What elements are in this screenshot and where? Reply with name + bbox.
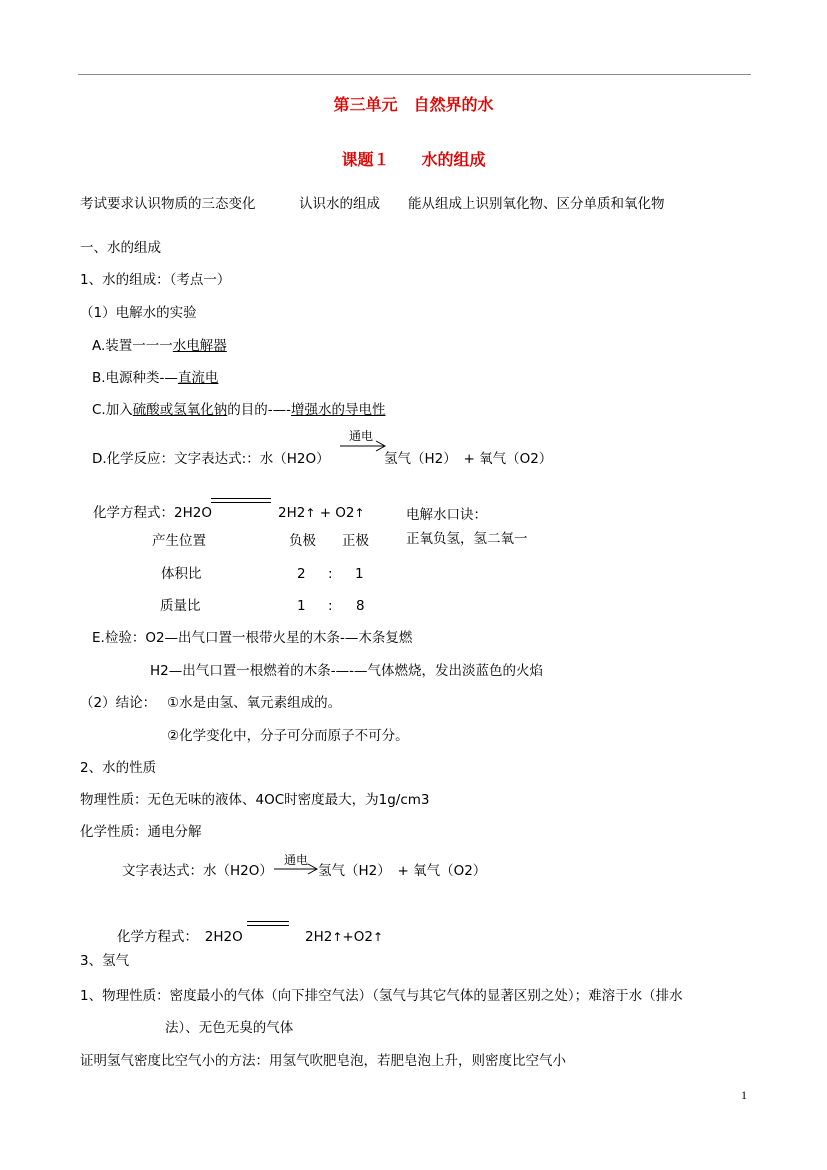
- chemical-equation-label: 化学方程式：2H2O: [93, 505, 212, 521]
- equation-line-bottom: [247, 925, 289, 926]
- chemical-equation-products: [278, 504, 365, 522]
- gas-up-arrow-icon: ↑: [372, 930, 383, 944]
- table-header-negative: 负极: [289, 533, 316, 549]
- table-row-label: 质量比: [160, 598, 201, 614]
- item-b-label: B.电源种类-—: [92, 370, 178, 386]
- item-c-mid: 的目的-—-: [227, 402, 291, 418]
- electrolysis-condition-2: 通电: [284, 853, 309, 867]
- lesson-title: 课题１ 水的组成: [341, 150, 486, 169]
- table-cell-separator: :: [328, 566, 333, 582]
- item-a-value: 水电解器: [172, 338, 227, 354]
- item-b-power: [92, 369, 218, 387]
- item-a-label: A.装置一一一: [92, 338, 173, 354]
- hydrogen-formula: 2H2: [278, 505, 306, 521]
- requirements-line: [80, 195, 256, 213]
- item-e-test-hydrogen: H2—出气口置一根燃着的木条-—-—气体燃烧，发出淡蓝色的火焰: [150, 663, 543, 679]
- hydrogen-formula: 2H2: [305, 929, 333, 945]
- item-d-products: 氢气（H2） + 氧气（O2）: [384, 451, 553, 467]
- item-a-apparatus: [92, 337, 227, 355]
- reaction-arrow-icon: [274, 863, 320, 875]
- section-heading-hydrogen: 3、氢气: [80, 953, 130, 969]
- item-c-additive-value: 硫酸或氢氧化钠: [132, 402, 228, 418]
- requirements-prefix: 考试要求: [80, 196, 134, 212]
- item-c-label: C.加入: [92, 402, 133, 418]
- item-b-value: 直流电: [177, 370, 219, 386]
- header-rule: [78, 74, 751, 75]
- section-heading-properties: 2、水的性质: [80, 760, 157, 776]
- table-row-label: 体积比: [161, 566, 202, 582]
- table-cell-separator: :: [328, 598, 333, 614]
- conclusion-2: ②化学变化中，分子可分而原子不可分。: [167, 728, 409, 744]
- conclusion-1: ①水是由氢、氧元素组成的。: [167, 695, 342, 711]
- chemical-equation-2-products: [305, 928, 383, 946]
- hydrogen-density-proof: 证明氢气密度比空气小的方法：用氢气吹肥皂泡，若肥皂泡上升，则密度比空气小: [80, 1053, 566, 1069]
- table-header-positive: 正极: [342, 533, 369, 549]
- table-cell-negative: 1: [297, 598, 306, 614]
- table-cell-positive: 1: [355, 566, 364, 582]
- unit-title: 第三单元 自然界的水: [333, 95, 494, 114]
- chemical-properties: 化学性质：通电分解: [80, 824, 202, 840]
- gas-up-arrow-icon: ↑: [332, 930, 343, 944]
- reaction-arrow-icon: [340, 440, 388, 452]
- oxygen-formula: + O2: [319, 505, 355, 521]
- item-c-additive: [92, 401, 385, 419]
- equation-line-top: [247, 921, 289, 922]
- oxygen-formula: +O2: [342, 929, 373, 945]
- word-equation-2: 文字表达式：水（H2O）: [122, 863, 273, 879]
- hydrogen-physical-line-1: 1、物理性质：密度最小的气体（向下排空气法）（氢气与其它气体的显著区别之处）；难溶于水（排水: [80, 988, 683, 1004]
- hydrogen-physical-line-2: 法）、无色无臭的气体: [165, 1020, 294, 1036]
- conclusion-label: （2）结论：: [80, 695, 157, 711]
- page-number: 1: [741, 1088, 747, 1102]
- word-equation-2-products: 氢气（H2） + 氧气（O2）: [318, 863, 487, 879]
- electrolysis-condition: 通电: [349, 429, 374, 443]
- chemical-equation-2-label: 化学方程式： 2H2O: [117, 929, 243, 945]
- item-c-purpose-value: 增强水的导电性: [290, 402, 386, 418]
- gas-up-arrow-icon: ↑: [305, 506, 316, 520]
- table-cell-positive: 8: [356, 598, 365, 614]
- mnemonic-label: 电解水口诀：: [406, 507, 487, 523]
- equation-line-bottom: [211, 502, 271, 503]
- requirement-item-1: 认识物质的三态变化: [134, 196, 256, 212]
- requirement-item-2: 认识水的组成: [299, 196, 380, 212]
- equation-line-top: [211, 498, 271, 499]
- requirement-item-3: 能从组成上识别氧化物、区分单质和氧化物: [408, 196, 665, 212]
- item-d-word-equation: D.化学反应：文字表达式:：水（H2O）: [92, 451, 330, 467]
- physical-properties: 物理性质：无色无味的液体、4OC时密度最大，为1g/cm3: [80, 792, 430, 808]
- experiment-heading: （1）电解水的实验: [80, 305, 197, 321]
- mnemonic-text: 正氧负氢，氢二氧一: [406, 531, 528, 547]
- gas-up-arrow-icon: ↑: [354, 506, 365, 520]
- section-heading-composition: 一、水的组成: [80, 240, 161, 256]
- table-cell-negative: 2: [297, 566, 306, 582]
- table-header-position: 产生位置: [152, 533, 206, 549]
- subsection-composition: 1、水的组成：（考点一）: [80, 272, 231, 288]
- item-e-test-oxygen: E.检验：O2—出气口置一根带火星的木条-—木条复燃: [92, 630, 413, 646]
